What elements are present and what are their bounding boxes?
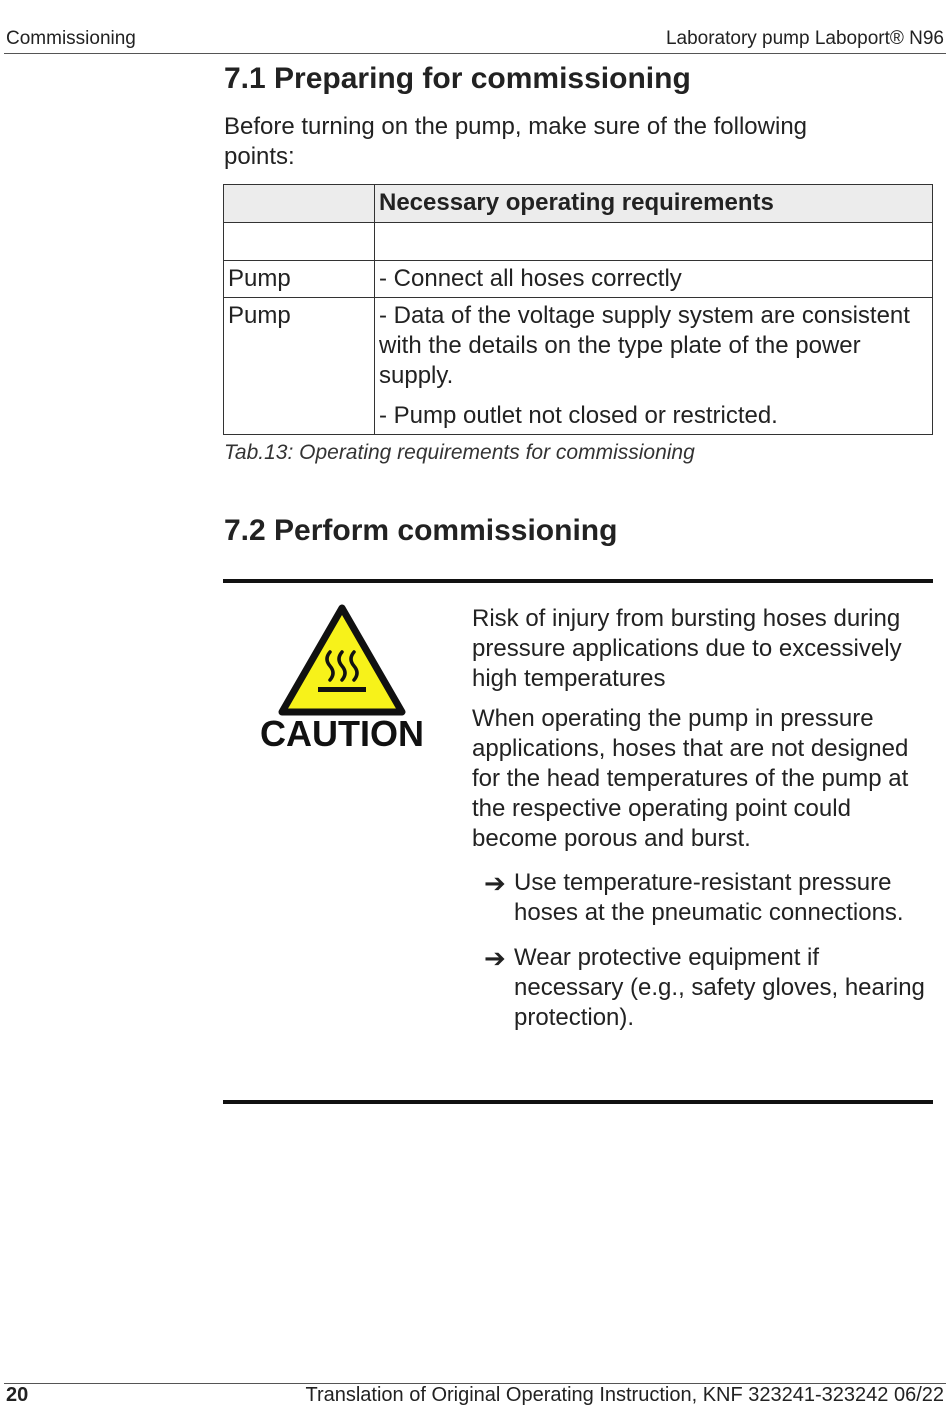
table-row — [224, 223, 933, 261]
action-step — [484, 868, 927, 928]
table-row — [224, 261, 933, 298]
requirement-item: - Pump outlet not closed or restricted. — [379, 402, 778, 429]
action-text: Use temperature-resistant pressure hoses at the pneumatic connections. — [514, 869, 904, 926]
table-row — [224, 298, 933, 435]
section-intro: Before turning on the pump, make sure of the following points: — [224, 113, 808, 170]
table-cell-requirement: - Connect all hoses correctly — [375, 261, 933, 298]
warning-hazard: Risk of injury from bursting hoses during pressure applications due to excessively high temperatures — [472, 605, 902, 692]
hot-surface-warning-icon — [278, 604, 406, 716]
arrow-right-icon: ➔ — [484, 868, 506, 898]
table-header-cell: Necessary operating requirements — [375, 185, 933, 223]
table-header-row — [224, 185, 933, 223]
header-divider — [4, 53, 946, 54]
warning-top-rule — [223, 579, 933, 583]
warning-text-block — [472, 604, 927, 1033]
table-cell — [375, 223, 933, 261]
warning-bottom-rule — [223, 1100, 933, 1104]
table-cell-requirements — [375, 298, 933, 435]
action-text: Wear protective equipment if necessary (e.g., safety gloves, hearing protection). — [514, 944, 925, 1031]
section-title-7-2: 7.2 Perform commissioning — [224, 514, 618, 547]
page-number: 20 — [6, 1384, 29, 1406]
table-header-cell — [224, 185, 375, 223]
requirement-item: - Data of the voltage supply system are consistent with the details on the type plate of the power supply. — [379, 302, 910, 389]
requirements-table — [223, 184, 933, 435]
arrow-right-icon: ➔ — [484, 943, 506, 973]
table-cell-component: Pump — [224, 261, 375, 298]
table-caption: Tab.13: Operating requirements for commissioning — [224, 441, 695, 464]
footer-text: Translation of Original Operating Instruction, KNF 323241-323242 06/22 — [305, 1384, 944, 1406]
table-cell — [224, 223, 375, 261]
table-cell-component: Pump — [224, 298, 375, 435]
action-step — [484, 943, 927, 1033]
caution-signal-word: CAUTION — [260, 713, 424, 754]
header-left: Commissioning — [6, 28, 136, 49]
section-title-7-1: 7.1 Preparing for commissioning — [224, 62, 691, 95]
warning-description: When operating the pump in pressure applications, hoses that are not designed for the head temperatures of the pump at the respective operating point could become porous and burst. — [472, 705, 909, 852]
header-right: Laboratory pump Laboport® N96 — [665, 28, 944, 49]
